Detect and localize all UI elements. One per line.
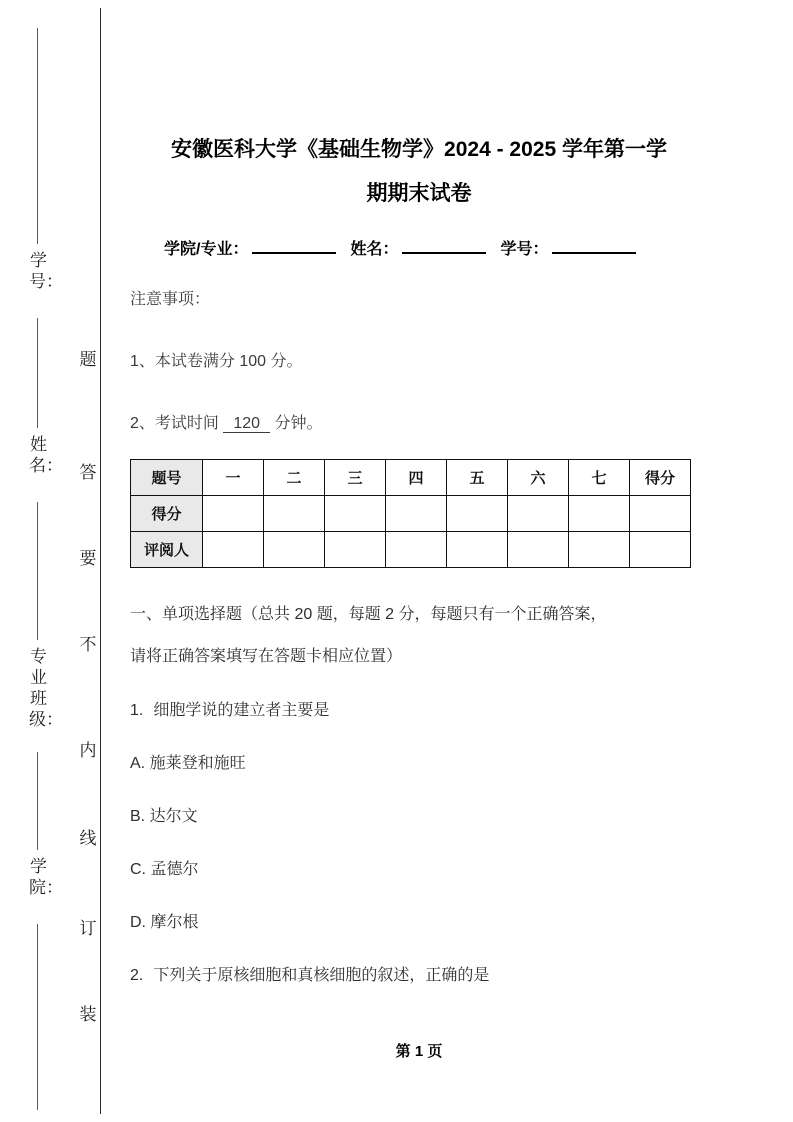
question-1-option-a: A. 施莱登和施旺 <box>130 755 246 772</box>
binding-line-char: 线 <box>79 829 97 848</box>
info-blank-college-major <box>252 239 336 254</box>
margin-field-label-name: 姓名： <box>29 435 63 475</box>
info-label-name: 姓名： <box>350 241 399 258</box>
binding-line-char: 订 <box>79 919 97 938</box>
score-table-empty-cell <box>386 496 447 532</box>
margin-field-label-class: 专业班级： <box>29 647 63 729</box>
question-2-number: 2. <box>130 967 144 984</box>
score-table-empty-cell <box>630 496 691 532</box>
binding-line-char: 要 <box>79 549 97 568</box>
margin-blank-line <box>37 752 38 850</box>
score-table-empty-cell <box>569 496 630 532</box>
score-table-row-label: 评阅人 <box>131 532 203 568</box>
score-table-empty-cell <box>203 496 264 532</box>
info-label-student-id: 学号： <box>500 241 549 258</box>
info-blank-student-id <box>552 239 636 254</box>
score-table-header-cell: 得分 <box>630 460 691 496</box>
exam-content <box>130 128 708 996</box>
binding-line-char: 答 <box>79 463 97 482</box>
section-1-heading-line2: 请将正确答案填写在答题卡相应位置） <box>130 648 403 665</box>
paper-title-line2: 期期末试卷 <box>366 182 472 205</box>
margin-blank-line <box>37 924 38 1110</box>
score-table-empty-cell <box>630 532 691 568</box>
question-1-number: 1. <box>130 702 144 719</box>
score-table-header-cell: 三 <box>325 460 386 496</box>
notice-item-2 <box>130 413 708 435</box>
question-1-option-c: C. 孟德尔 <box>130 861 199 878</box>
score-table-score-row <box>131 496 691 532</box>
paper-title <box>130 128 708 216</box>
notice-item-2-suffix: 分钟。 <box>274 415 323 432</box>
paper-title-line1: 安徽医科大学《基础生物学》2024 - 2025 学年第一学 <box>171 138 667 161</box>
score-table-header-cell: 四 <box>386 460 447 496</box>
question-1-text: 细胞学说的建立者主要是 <box>153 702 330 719</box>
binding-line-char: 装 <box>79 1005 97 1024</box>
page-number: 第 1 页 <box>395 1043 443 1060</box>
score-table <box>130 459 691 568</box>
question-1 <box>130 691 708 731</box>
margin-blank-line <box>37 502 38 640</box>
score-table-header-cell: 七 <box>569 460 630 496</box>
binding-line-char: 不 <box>79 635 97 654</box>
notice-heading: 注意事项： <box>130 291 211 308</box>
section-1-heading-line1: 一、单项选择题（总共 20 题，每题 2 分，每题只有一个正确答案， <box>130 606 607 623</box>
score-table-reviewer-row <box>131 532 691 568</box>
question-2-text: 下列关于原核细胞和真核细胞的叙述，正确的是 <box>153 967 490 984</box>
score-table-header-cell: 二 <box>264 460 325 496</box>
score-table-header-cell: 题号 <box>131 460 203 496</box>
notice-item-1: 1、本试卷满分 100 分。 <box>130 353 303 370</box>
score-table-header-row <box>131 460 691 496</box>
binding-line-char: 题 <box>79 350 97 369</box>
question-2 <box>130 956 708 996</box>
margin-blank-line <box>37 318 38 428</box>
score-table-empty-cell <box>508 496 569 532</box>
notice-item-2-duration: 120 <box>223 415 270 433</box>
score-table-empty-cell <box>325 532 386 568</box>
info-label-college-major: 学院/专业： <box>164 241 249 258</box>
margin-field-label-college: 学院： <box>29 857 63 897</box>
score-table-empty-cell <box>508 532 569 568</box>
score-table-empty-cell <box>264 532 325 568</box>
score-table-empty-cell <box>447 532 508 568</box>
question-1-option-d: D. 摩尔根 <box>130 914 199 931</box>
score-table-empty-cell <box>386 532 447 568</box>
section-1-heading <box>130 594 708 678</box>
binding-line-char: 内 <box>79 741 97 760</box>
score-table-empty-cell <box>264 496 325 532</box>
margin-field-label-student-id: 学号： <box>29 251 63 291</box>
score-table-header-cell: 五 <box>447 460 508 496</box>
question-1-option-b: B. 达尔文 <box>130 808 198 825</box>
score-table-empty-cell <box>569 532 630 568</box>
score-table-header-cell: 六 <box>508 460 569 496</box>
score-table-row-label: 得分 <box>131 496 203 532</box>
score-table-header-cell: 一 <box>203 460 264 496</box>
binding-line-rule <box>100 8 101 1114</box>
margin-blank-line <box>37 28 38 244</box>
score-table-empty-cell <box>203 532 264 568</box>
student-info-line <box>130 236 708 259</box>
score-table-empty-cell <box>447 496 508 532</box>
score-table-empty-cell <box>325 496 386 532</box>
notice-item-2-prefix: 2、考试时间 <box>130 415 219 432</box>
info-blank-name <box>402 239 486 254</box>
